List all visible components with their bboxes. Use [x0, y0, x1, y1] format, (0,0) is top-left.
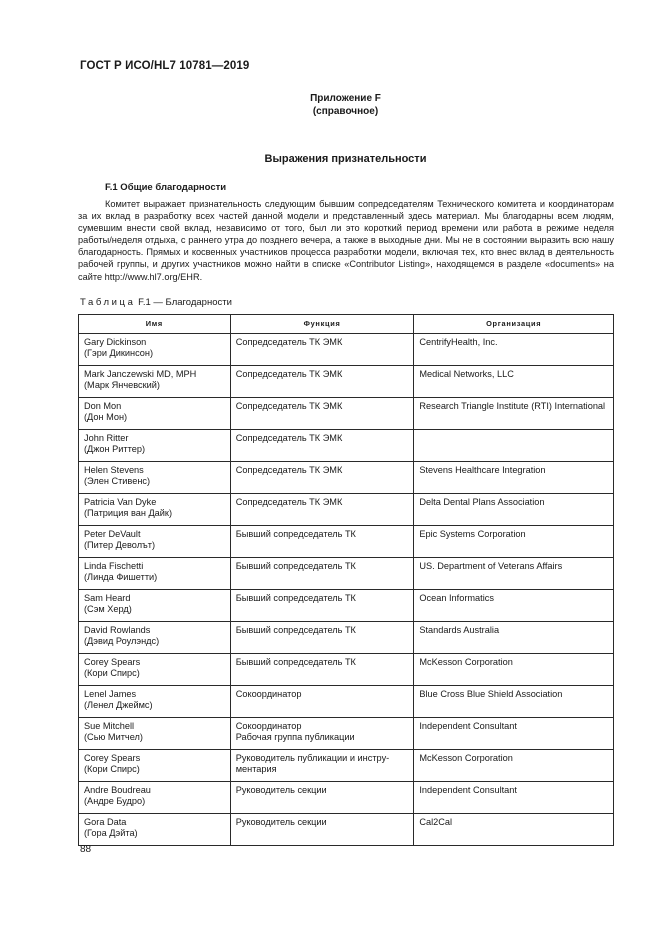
organization-cell: [414, 622, 614, 654]
organization-name: Epic Systems Corporation: [419, 529, 526, 539]
person-name: Helen Stevens: [84, 465, 144, 475]
table-row: [79, 622, 614, 654]
column-header-organization: Организация: [414, 315, 614, 334]
name-cell: [79, 654, 231, 686]
column-header-name: Имя: [79, 315, 231, 334]
annex-title: Приложение F: [310, 93, 381, 104]
name-cell: [79, 462, 231, 494]
function-cell: [230, 430, 414, 462]
table-row: [79, 334, 614, 366]
person-name: Lenel James: [84, 689, 137, 699]
organization-name: US. Department of Veterans Affairs: [419, 561, 563, 571]
function-cell: [230, 686, 414, 718]
person-name-ru: (Элен Стивенс): [84, 476, 151, 487]
name-cell: [79, 782, 231, 814]
person-name-ru: (Гэри Дикинсон): [84, 348, 154, 359]
acknowledgements-table: [78, 314, 614, 846]
table-caption-label: Таблица: [80, 297, 136, 308]
person-name-ru: (Андре Будро): [84, 796, 146, 807]
function-line: Бывший сопредседатель ТК: [235, 625, 356, 635]
name-cell: [79, 622, 231, 654]
function-cell: [230, 494, 414, 526]
person-name-ru: (Питер Деволът): [84, 540, 156, 551]
organization-name: Medical Networks, LLC: [419, 369, 514, 379]
organization-cell: [414, 334, 614, 366]
organization-cell: [414, 750, 614, 782]
table-row: [79, 430, 614, 462]
function-cell: [230, 526, 414, 558]
table-row: [79, 814, 614, 846]
organization-name: Research Triangle Institute (RTI) International: [419, 401, 606, 411]
person-name: John Ritter: [84, 433, 129, 443]
function-line: Руководитель секции: [235, 785, 327, 795]
table-row: [79, 462, 614, 494]
person-name-ru: (Марк Янчевский): [84, 380, 160, 391]
organization-cell: [414, 494, 614, 526]
person-name-ru: (Кори Спирс): [84, 668, 140, 679]
function-line-2: Рабочая группа публикации: [235, 732, 355, 743]
name-cell: [79, 398, 231, 430]
organization-name: McKesson Corporation: [419, 753, 513, 763]
organization-name: Ocean Informatics: [419, 593, 494, 603]
name-cell: [79, 814, 231, 846]
organization-name: Delta Dental Plans Association: [419, 497, 545, 507]
function-line-2: ментария: [235, 764, 277, 775]
function-cell: [230, 398, 414, 430]
function-cell: [230, 750, 414, 782]
organization-cell: [414, 430, 614, 462]
table-caption: [80, 297, 232, 308]
function-line: Сопредседатель ТК ЭМК: [235, 433, 343, 443]
table-row: [79, 782, 614, 814]
function-line: Сопредседатель ТК ЭМК: [235, 497, 343, 507]
organization-cell: [414, 814, 614, 846]
function-line: Сопредседатель ТК ЭМК: [235, 401, 343, 411]
function-cell: [230, 334, 414, 366]
person-name-ru: (Гора Дэйта): [84, 828, 138, 839]
function-cell: [230, 718, 414, 750]
function-line: Сокоординатор: [235, 721, 302, 731]
organization-name: Cal2Cal: [419, 817, 453, 827]
person-name-ru: (Ленел Джеймс): [84, 700, 153, 711]
function-line: Руководитель секции: [235, 817, 327, 827]
function-line: Бывший сопредседатель ТК: [235, 561, 356, 571]
function-cell: [230, 782, 414, 814]
organization-cell: [414, 686, 614, 718]
table-row: [79, 494, 614, 526]
organization-cell: [414, 782, 614, 814]
function-cell: [230, 622, 414, 654]
person-name: Corey Spears: [84, 657, 141, 667]
name-cell: [79, 494, 231, 526]
person-name: Andre Boudreau: [84, 785, 151, 795]
organization-cell: [414, 590, 614, 622]
person-name-ru: (Сью Митчел): [84, 732, 143, 743]
organization-cell: [414, 558, 614, 590]
section-title: Выражения признательности: [264, 153, 427, 165]
column-header-function: Функция: [230, 315, 414, 334]
function-line: Бывший сопредседатель ТК: [235, 529, 356, 539]
function-cell: [230, 462, 414, 494]
organization-name: Standards Australia: [419, 625, 500, 635]
organization-cell: [414, 526, 614, 558]
person-name-ru: (Джон Риттер): [84, 444, 146, 455]
function-line: Бывший сопредседатель ТК: [235, 657, 356, 667]
person-name: Peter DeVault: [84, 529, 141, 539]
organization-cell: [414, 462, 614, 494]
table-row: [79, 718, 614, 750]
name-cell: [79, 590, 231, 622]
annex-subtitle: (справочное): [312, 105, 379, 117]
organization-name: Independent Consultant: [419, 785, 517, 795]
table-row: [79, 654, 614, 686]
person-name: Patricia Van Dyke: [84, 497, 157, 507]
function-line: Сокоординатор: [235, 689, 302, 699]
person-name: Sue Mitchell: [84, 721, 135, 731]
organization-name: Blue Cross Blue Shield Association: [419, 689, 563, 699]
organization-name: Independent Consultant: [419, 721, 517, 731]
organization-name: Stevens Healthcare Integration: [419, 465, 546, 475]
name-cell: [79, 526, 231, 558]
function-line: Сопредседатель ТК ЭМК: [235, 465, 343, 475]
organization-cell: [414, 366, 614, 398]
person-name: Mark Janczewski MD, MPH: [84, 369, 197, 379]
organization-name: McKesson Corporation: [419, 657, 513, 667]
table-caption-number: F.1: [138, 297, 151, 308]
function-line: Сопредседатель ТК ЭМК: [235, 369, 343, 379]
person-name-ru: (Дэвид Роулэндс): [84, 636, 160, 647]
person-name-ru: (Кори Спирс): [84, 764, 140, 775]
subsection-title: F.1 Общие благодарности: [105, 182, 227, 193]
name-cell: [79, 430, 231, 462]
name-cell: [79, 686, 231, 718]
table-caption-text: — Благодарности: [153, 297, 232, 308]
person-name: Gary Dickinson: [84, 337, 147, 347]
name-cell: [79, 558, 231, 590]
function-cell: [230, 558, 414, 590]
table-row: [79, 590, 614, 622]
person-name: Gora Data: [84, 817, 127, 827]
table-row: [79, 558, 614, 590]
name-cell: [79, 750, 231, 782]
person-name: David Rowlands: [84, 625, 151, 635]
function-cell: [230, 654, 414, 686]
person-name: Linda Fischetti: [84, 561, 144, 571]
organization-cell: [414, 654, 614, 686]
table-row: [79, 750, 614, 782]
annex-heading: [0, 93, 661, 118]
document-code: ГОСТ Р ИСО/HL7 10781—2019: [80, 60, 250, 72]
person-name-ru: (Патриция ван Дайк): [84, 508, 172, 519]
name-cell: [79, 718, 231, 750]
person-name: Sam Heard: [84, 593, 131, 603]
name-cell: [79, 334, 231, 366]
person-name: Corey Spears: [84, 753, 141, 763]
page-number: 88: [80, 844, 92, 855]
person-name-ru: (Линда Фишетти): [84, 572, 158, 583]
organization-name: CentrifyHealth, Inc.: [419, 337, 498, 347]
function-cell: [230, 590, 414, 622]
table-row: [79, 398, 614, 430]
person-name: Don Mon: [84, 401, 122, 411]
function-line: Бывший сопредседатель ТК: [235, 593, 356, 603]
name-cell: [79, 366, 231, 398]
table-row: [79, 526, 614, 558]
person-name-ru: (Сэм Херд): [84, 604, 132, 615]
function-cell: [230, 814, 414, 846]
function-line: Руководитель публикации и инстру-: [235, 753, 390, 763]
function-line: Сопредседатель ТК ЭМК: [235, 337, 343, 347]
organization-cell: [414, 718, 614, 750]
person-name-ru: (Дон Мон): [84, 412, 128, 423]
table-header-row: [79, 315, 614, 334]
organization-cell: [414, 398, 614, 430]
acknowledgement-paragraph: Комитет выражает признательность следующим бывшим сопредседателям Технического комитета и координаторам за их вклад в разработку всех частей данной модели и представленный здесь материал. Мы благодарны всем людям, сумевшим внести свой вклад, независимо от того, был ли это короткий период времени или работа в режиме неделя работы/неделя отдыха, с раннего утра до позднего вечера, а также в выходные дни. Мы не в состоянии выразить всю нашу благодарность. Прямых и косвенных участников процесса разработки модели, включая тех, кто внес вклад в деятельность рабочей группы, и других участников можно найти в списке «Contributor Listing», находящемся в разделе «documents» на сайте http://www.hl7.org/EHR.: [78, 199, 614, 282]
table-row: [79, 366, 614, 398]
function-cell: [230, 366, 414, 398]
table-row: [79, 686, 614, 718]
